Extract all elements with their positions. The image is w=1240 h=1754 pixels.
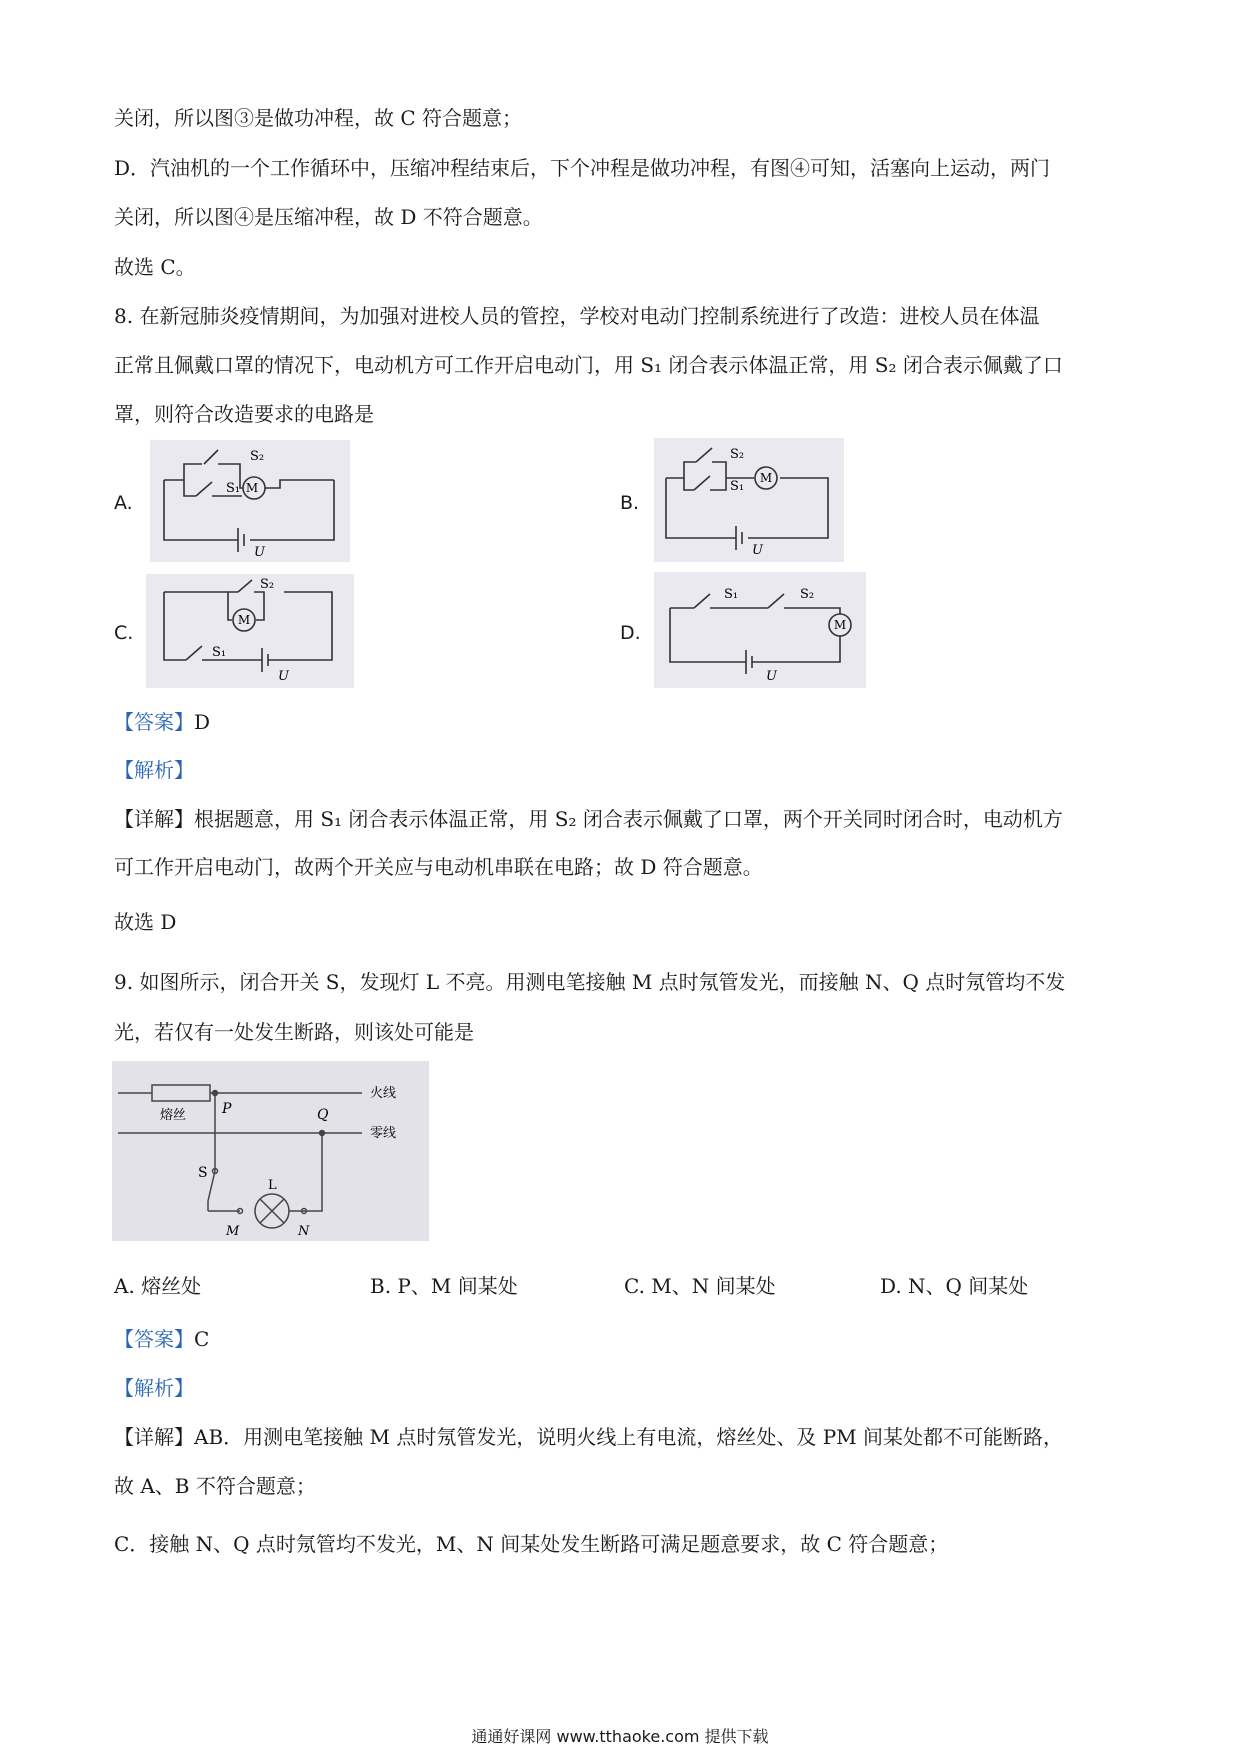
detail-8: 【详解】根据题意，用 S₁ 闭合表示体温正常，用 S₂ 闭合表示佩戴了口罩，两个开关同时闭合时，电动机方 [114, 807, 1063, 831]
question-9-text: 光，若仅有一处发生断路，则该处可能是 [114, 1020, 474, 1044]
answer-tag: 【答案】 [114, 1327, 194, 1351]
detail-8-line: 可工作开启电动门，故两个开关应与电动机串联在电路；故 D 符合题意。 [114, 855, 763, 879]
circuit-figure-c [146, 574, 354, 688]
analysis-9-tag: 【解析】 [114, 1376, 194, 1400]
s2-label: S₂ [250, 449, 265, 464]
text-line: 关闭，所以图④是压缩冲程，故 D 不符合题意。 [114, 205, 543, 229]
answer-8 [114, 708, 210, 736]
detail-tag: 【详解】 [114, 807, 194, 831]
neutral-wire-label: 零线 [370, 1126, 397, 1141]
circuit-figure-b [654, 438, 844, 562]
s1-label: S₁ [226, 481, 241, 496]
choice-d: D. N、Q 间某处 [880, 1274, 1029, 1298]
detail-tag: 【详解】 [114, 1425, 194, 1449]
footer: 通通好课网 www.tthaoke.com 提供下载 [471, 1727, 769, 1746]
choice-a: A. 熔丝处 [114, 1274, 202, 1298]
question-8-text: 罩，则符合改造要求的电路是 [114, 402, 374, 426]
choice-c: C. M、N 间某处 [624, 1274, 776, 1298]
u-label: U [766, 669, 777, 684]
option-b-label: B. [620, 492, 640, 514]
wiring-figure [112, 1061, 429, 1241]
option-d-label: D. [620, 622, 641, 644]
point-q-label: Q [317, 1107, 329, 1123]
answer-9 [114, 1325, 209, 1353]
point-m-label: M [226, 1224, 240, 1239]
analysis-8-tag: 【解析】 [114, 758, 194, 782]
s1-label: S₁ [212, 645, 227, 660]
answer-tag: 【答案】 [114, 710, 194, 734]
motor-label: M [237, 613, 251, 627]
u-label: U [752, 543, 763, 558]
question-8-text: 8. 在新冠肺炎疫情期间，为加强对进校人员的管控，学校对电动门控制系统进行了改造：进校人员在体温 [114, 304, 1040, 328]
fuse-label: 熔丝 [160, 1108, 187, 1123]
text-line: 关闭，所以图③是做功冲程，故 C 符合题意； [114, 106, 523, 130]
motor-label: M [245, 481, 259, 495]
detail-9-line: 故 A、B 不符合题意； [114, 1474, 316, 1498]
live-wire-label: 火线 [370, 1086, 397, 1101]
switch-s-label: S [198, 1165, 208, 1181]
option-c-label: C. [114, 622, 134, 644]
u-label: U [278, 669, 289, 684]
answer-value: C [194, 1327, 210, 1351]
choice-b: B. P、M 间某处 [370, 1274, 518, 1298]
lamp-l-label: L [268, 1178, 277, 1193]
question-9-text: 9. 如图所示，闭合开关 S，发现灯 L 不亮。用测电笔接触 M 点时氖管发光，而接触 N、Q 点时氖管均不发 [114, 970, 1066, 994]
u-label: U [254, 545, 265, 560]
detail-9: 【详解】AB．用测电笔接触 M 点时氖管发光，说明火线上有电流，熔丝处、及 PM 间某处都不可能断路， [114, 1425, 1063, 1449]
answer-value: D [194, 710, 211, 734]
s2-label: S₂ [800, 587, 815, 602]
s1-label: S₁ [724, 587, 739, 602]
detail-9-line: C．接触 N、Q 点时氖管均不发光，M、N 间某处发生断路可满足题意要求，故 C 符合题意； [114, 1532, 949, 1556]
circuit-figure-d [654, 572, 866, 688]
motor-label: M [833, 618, 847, 632]
option-a-label: A. [114, 492, 133, 514]
select-8: 故选 D [114, 910, 177, 934]
point-n-label: N [298, 1224, 310, 1239]
s1-label: S₁ [730, 479, 745, 494]
circuit-figure-a [150, 440, 350, 562]
s2-label: S₂ [260, 577, 275, 592]
text-line: D．汽油机的一个工作循环中，压缩冲程结束后，下个冲程是做功冲程，有图④可知，活塞向上运动，两门 [114, 156, 1051, 180]
question-8-text: 正常且佩戴口罩的情况下，电动机方可工作开启电动门，用 S₁ 闭合表示体温正常，用 S₂ 闭合表示佩戴了口 [114, 353, 1063, 377]
point-p-label: P [222, 1101, 232, 1117]
motor-label: M [759, 471, 773, 485]
text-line: 故选 C。 [114, 255, 196, 279]
s2-label: S₂ [730, 447, 745, 462]
